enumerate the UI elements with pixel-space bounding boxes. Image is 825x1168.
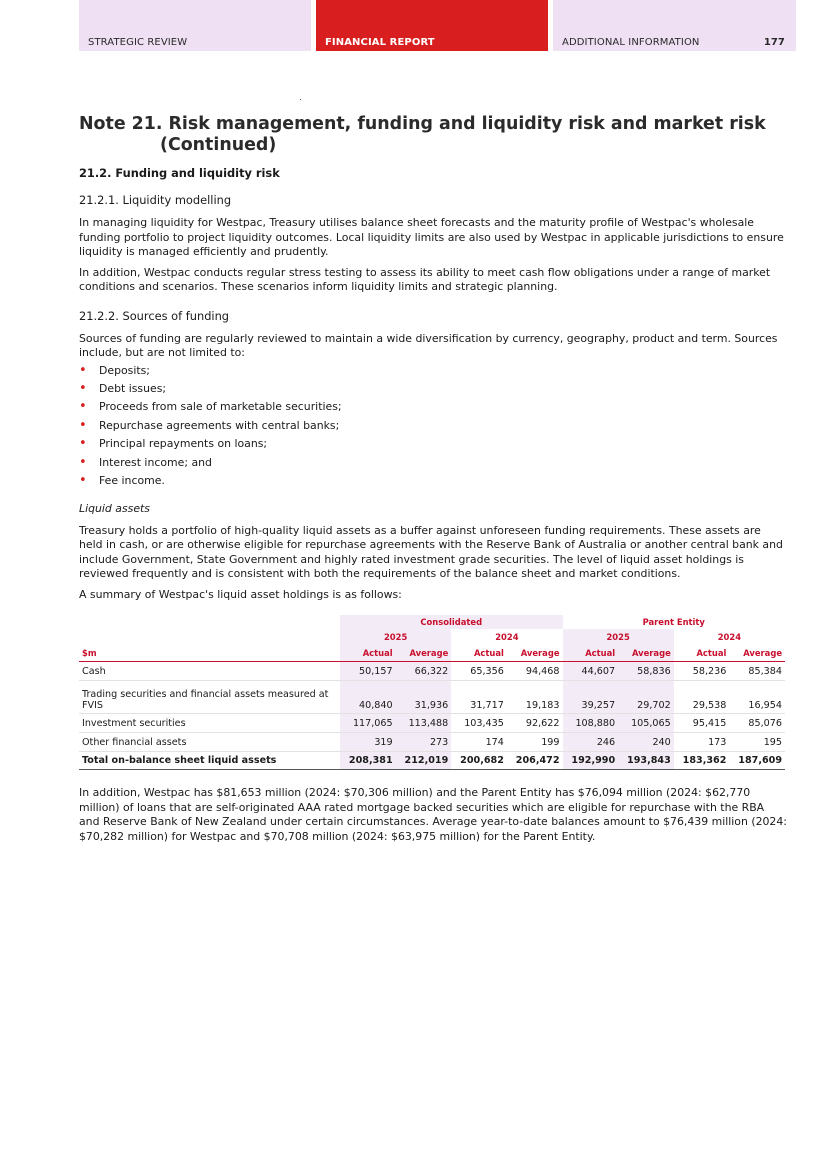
- liquid-assets-heading: Liquid assets: [79, 502, 150, 516]
- table-cell: 31,936: [396, 681, 452, 714]
- paragraph-summary-intro: A summary of Westpac's liquid asset holdings is as follows:: [79, 587, 402, 601]
- total-cell: 200,682: [451, 752, 507, 770]
- tab-financial-report[interactable]: [316, 0, 548, 51]
- unit-label: $m: [79, 644, 340, 662]
- table-row: [79, 681, 785, 714]
- table-cell: 113,488: [396, 714, 452, 733]
- table-cell: 44,607: [563, 662, 619, 681]
- table-cell: 273: [396, 733, 452, 752]
- table-row: [79, 662, 785, 681]
- table-cell: 117,065: [340, 714, 396, 733]
- column-header: Average: [729, 644, 785, 662]
- tab-strategic-review[interactable]: [79, 0, 311, 51]
- year-header: 2025: [563, 629, 674, 644]
- table-cell: 94,468: [507, 662, 563, 681]
- table-total-row: [79, 752, 785, 770]
- paragraph-mortgage-backed-securities: In addition, Westpac has $81,653 million (2024: $70,306 million) and the Parent Entity has $76,094 million (2024: $62,770 million) of loans that are self-originated AAA rated mortgage backed securities which are eligible for repurchase with the RBA and Reserve Bank of New Zealand under certain circumstances. Average year-to-date balances amount to $76,439 million (2024: $70,282 million) for Westpac and $70,708 million (2024: $63,975 million) for the Parent Entity.: [79, 786, 787, 843]
- tab-additional-information[interactable]: [553, 0, 796, 51]
- list-item: • Fee income.: [79, 472, 787, 490]
- subsection-liquidity-modelling: 21.2.1. Liquidity modelling: [79, 193, 232, 207]
- table-cell: 31,717: [451, 681, 507, 714]
- table-cell: 199: [507, 733, 563, 752]
- paragraph-liquidity-modelling: In managing liquidity for Westpac, Treasury utilises balance sheet forecasts and the maturity profile of Westpac's wholesale funding portfolio to project liquidity outcomes. Local liquidity limits are also used by Westpac in applicable jurisdictions to ensure liquidity is managed efficiently and prudently.: [79, 216, 784, 258]
- column-header: Average: [507, 644, 563, 662]
- table-cell: 50,157: [340, 662, 396, 681]
- list-item: • Interest income; and: [79, 454, 787, 472]
- column-header: Actual: [563, 644, 619, 662]
- column-header: Average: [618, 644, 674, 662]
- column-header: Actual: [674, 644, 730, 662]
- total-cell: 187,609: [729, 752, 785, 770]
- tab-financial-report-label: FINANCIAL REPORT: [325, 37, 435, 48]
- group-consolidated: Consolidated: [340, 615, 563, 629]
- liquid-assets-table: [79, 615, 785, 770]
- table-cell: 319: [340, 733, 396, 752]
- column-header: Actual: [340, 644, 396, 662]
- tab-additional-information-label: ADDITIONAL INFORMATION: [562, 37, 700, 48]
- note-content: [79, 114, 787, 850]
- list-item: • Principal repayments on loans;: [79, 435, 787, 453]
- list-item: • Proceeds from sale of marketable securities;: [79, 398, 787, 416]
- table-cell: 85,076: [729, 714, 785, 733]
- total-cell: 193,843: [618, 752, 674, 770]
- total-cell: 192,990: [563, 752, 619, 770]
- table-cell: 246: [563, 733, 619, 752]
- column-header: Average: [396, 644, 452, 662]
- page-title-line2: (Continued): [160, 135, 277, 155]
- row-label: Cash: [79, 662, 340, 681]
- table-cell: 240: [618, 733, 674, 752]
- list-item: • Debt issues;: [79, 380, 787, 398]
- table-cell: 92,622: [507, 714, 563, 733]
- table-cell: 29,538: [674, 681, 730, 714]
- row-label: Other financial assets: [79, 733, 340, 752]
- column-header: Actual: [451, 644, 507, 662]
- tab-strategic-review-label: STRATEGIC REVIEW: [88, 37, 188, 48]
- paragraph-stress-testing: In addition, Westpac conducts regular stress testing to assess its ability to meet cash flow obligations under a range of market conditions and scenarios. These scenarios inform liquidity limits and strategic planning.: [79, 265, 771, 293]
- section-heading: 21.2. Funding and liquidity risk: [79, 166, 280, 180]
- page-title: [79, 114, 787, 156]
- table-cell: 58,236: [674, 662, 730, 681]
- list-item: • Deposits;: [79, 362, 787, 380]
- table-cell: 103,435: [451, 714, 507, 733]
- table-cell: 95,415: [674, 714, 730, 733]
- paragraph-liquid-assets: Treasury holds a portfolio of high-quality liquid assets as a buffer against unforeseen funding requirements. These assets are held in cash, or are otherwise eligible for repurchase agreements with the Reserve Bank of Australia or another central bank and include Government, State Government and highly rated investment grade securities. The level of liquid asset holdings is reviewed frequently and is consistent with both the requirements of the balance sheet and market conditions.: [79, 523, 783, 581]
- table-cell: 58,836: [618, 662, 674, 681]
- table-cell: 40,840: [340, 681, 396, 714]
- group-parent-entity: Parent Entity: [642, 617, 705, 628]
- page-title-line1: Note 21. Risk management, funding and liquidity risk and market risk: [79, 114, 766, 134]
- table-cell: 19,183: [507, 681, 563, 714]
- table-cell: 85,384: [729, 662, 785, 681]
- paragraph-sources-intro: Sources of funding are regularly reviewed to maintain a wide diversification by currency, geography, product and term. Sources include, but are not limited to:: [79, 331, 778, 359]
- year-header: 2024: [495, 631, 519, 642]
- table-cell: 108,880: [563, 714, 619, 733]
- row-label: Investment securities: [79, 714, 340, 733]
- total-cell: 208,381: [340, 752, 396, 770]
- row-label: Trading securities and financial assets measured at FVIS: [79, 681, 340, 714]
- page-number: 177: [763, 37, 785, 48]
- list-item: • Repurchase agreements with central banks;: [79, 417, 787, 435]
- total-cell: 206,472: [507, 752, 563, 770]
- table-cell: 66,322: [396, 662, 452, 681]
- table-cell: 29,702: [618, 681, 674, 714]
- total-cell: 183,362: [674, 752, 730, 770]
- table-cell: 39,257: [563, 681, 619, 714]
- table-cell: 65,356: [451, 662, 507, 681]
- table-row: [79, 714, 785, 733]
- table-cell: 195: [729, 733, 785, 752]
- year-header: 2024: [717, 631, 742, 642]
- table-cell: 105,065: [618, 714, 674, 733]
- table-cell: 16,954: [729, 681, 785, 714]
- table-cell: 174: [451, 733, 507, 752]
- total-label: Total on-balance sheet liquid assets: [79, 752, 340, 770]
- table-cell: 173: [674, 733, 730, 752]
- year-header: 2025: [340, 629, 451, 644]
- funding-sources-list: [79, 362, 787, 491]
- table-row: [79, 733, 785, 752]
- stray-dot: [300, 99, 301, 100]
- total-cell: 212,019: [396, 752, 452, 770]
- subsection-sources-of-funding: 21.2.2. Sources of funding: [79, 308, 230, 323]
